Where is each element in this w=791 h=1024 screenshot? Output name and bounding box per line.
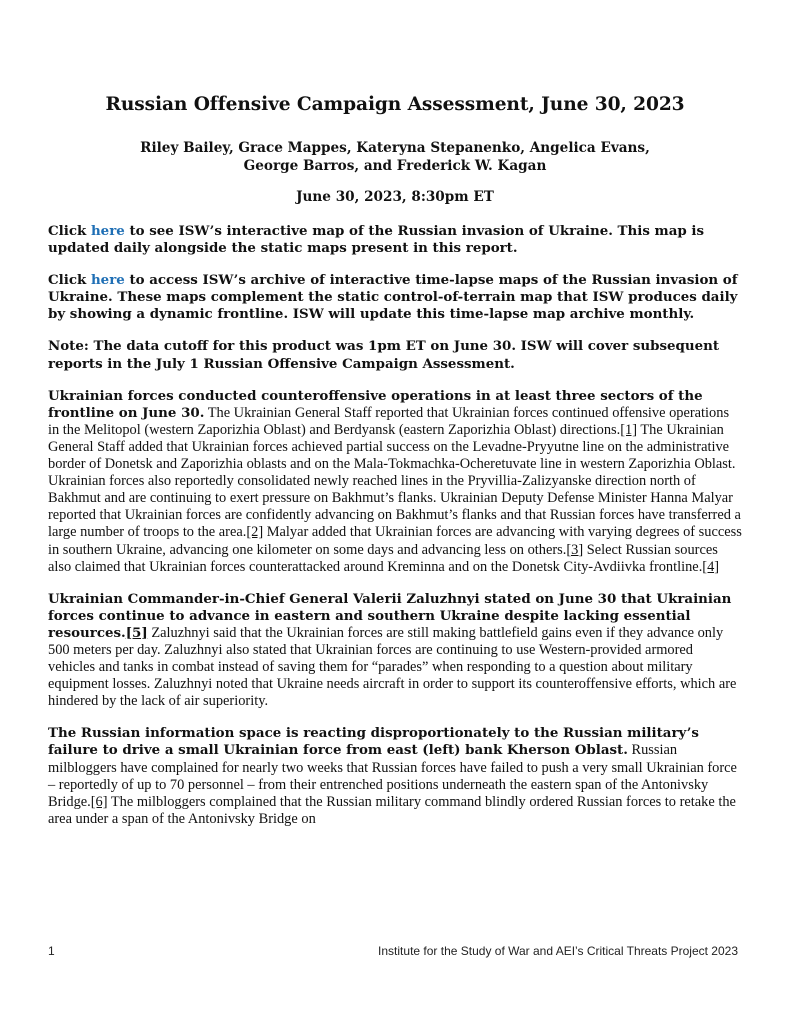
interactive-map-link[interactable]: here — [90, 223, 125, 239]
author-line-2: George Barros, and Frederick W. Kagan — [243, 158, 547, 174]
page-footer — [48, 944, 738, 960]
counteroffensive-paragraph: Ukrainian forces conducted counteroffensive operations in at least three sectors of the frontline on June 30. The Ukrainian General Staff reported that Ukrainian forces continued offensive operations in the Melitopol (western Zaporizhia Oblast) and Berdyansk (eastern Zaporizhia Oblast) directions.[1] The Ukrainian General Staff added that Ukrainian forces achieved partial success on the Levadne-Pryyutne line on the administrative border of Donetsk and Zaporizhia oblasts and on the Mala-Tokmachka-Ocheretuvate line in western Zaporizhia Oblast. Ukrainian forces also reportedly consolidated newly reached lines in the Pryvillia-Zalizyanske direction north of Bakhmut and are continuing to exert pressure on Bakhmut’s flanks. Ukrainian Deputy Defense Minister Hanna Malyar reported that Ukrainian forces are confidently advancing on Bakhmut’s flanks and that Russian forces have transferred a large number of troops to the area.[2] Malyar added that Ukrainian forces are advancing with varying degrees of success in southern Ukraine, advancing one kilometer on some days and advancing less on others.[3] Select Russian sources also claimed that Ukrainian forces counterattacked around Kreminna and on the Donetsk City-Avdiivka frontline.[4] — [48, 387, 742, 575]
footnote-ref-6[interactable]: [6] — [90, 793, 108, 810]
timelapse-archive-paragraph: Click here to access ISW’s archive of interactive time-lapse maps of the Russian invasion of Ukraine. These maps complement the static control-of-terrain map that ISW produces daily by showing a dynamic frontline. ISW will update this time-lapse map archive monthly. — [48, 272, 738, 323]
footnote-ref-5[interactable]: [5] — [125, 624, 148, 641]
paragraph-lead: The Russian information space is reacting disproportionately to the Russian military’s failure to drive a small Ukrainian force from east (left) bank Kherson Oblast. — [48, 725, 699, 759]
data-cutoff-note: Note: The data cutoff for this product was 1pm ET on June 30. ISW will cover subsequent reports in the July 1 Russian Offensive Campaign Assessment. — [48, 338, 720, 372]
paragraph-lead: Ukrainian Commander-in-Chief General Valerii Zaluzhnyi stated on June 30 that Ukrainian forces continue to advance in eastern and southern Ukraine despite lacking essential resources. — [48, 590, 732, 641]
report-date: June 30, 2023, 8:30pm ET — [296, 189, 494, 205]
footnote-ref-1[interactable]: [1] — [620, 421, 638, 438]
author-list — [48, 139, 742, 175]
footnote-ref-4[interactable]: [4] — [702, 558, 720, 575]
page-number: 1 — [48, 944, 55, 958]
report-page — [48, 88, 742, 843]
footnote-ref-2[interactable]: [2] — [246, 524, 264, 541]
information-space-paragraph: The Russian information space is reacting disproportionately to the Russian military’s failure to drive a small Ukrainian force from east (left) bank Kherson Oblast. Russian milbloggers have complained for nearly two weeks that Russian forces have failed to push a very small Ukrainian force – reportedly of up to 70 personnel – from their entrenched positions underneath the eastern span of the Antonivsky Bridge.[6] The milbloggers complained that the Russian military command blindly ordered Russian forces to retake the area under a span of the Antonivsky Bridge on — [48, 725, 737, 827]
footer-organization: Institute for the Study of War and AEI’s Critical Threats Project 2023 — [378, 944, 738, 958]
zaluzhnyi-paragraph: Ukrainian Commander-in-Chief General Valerii Zaluzhnyi stated on June 30 that Ukrainian forces continue to advance in eastern and southern Ukraine despite lacking essential resources.[5] Zaluzhnyi said that the Ukrainian forces are still making battlefield gains even if they advance only 500 meters per day. Zaluzhnyi also stated that Ukrainian forces are continuing to use Western-provided armored vehicles and tanks in combat instead of saving them for “parades” when responding to a question about military equipment losses. Zaluzhnyi noted that Ukraine needs aircraft in order to support its counteroffensive efforts, which are hindered by the lack of air superiority. — [48, 590, 737, 710]
author-line-1: Riley Bailey, Grace Mappes, Kateryna Stepanenko, Angelica Evans, — [140, 140, 650, 156]
interactive-map-paragraph: Click here to see ISW’s interactive map of the Russian invasion of Ukraine. This map is updated daily alongside the static maps present in this report. — [48, 223, 705, 257]
footnote-ref-3[interactable]: [3] — [566, 541, 584, 558]
timelapse-archive-link[interactable]: here — [90, 272, 125, 289]
report-title: Russian Offensive Campaign Assessment, June 30, 2023 — [105, 94, 685, 115]
paragraph-lead: Ukrainian forces conducted counteroffensive operations in at least three sectors of the frontline on June 30. — [48, 387, 703, 421]
